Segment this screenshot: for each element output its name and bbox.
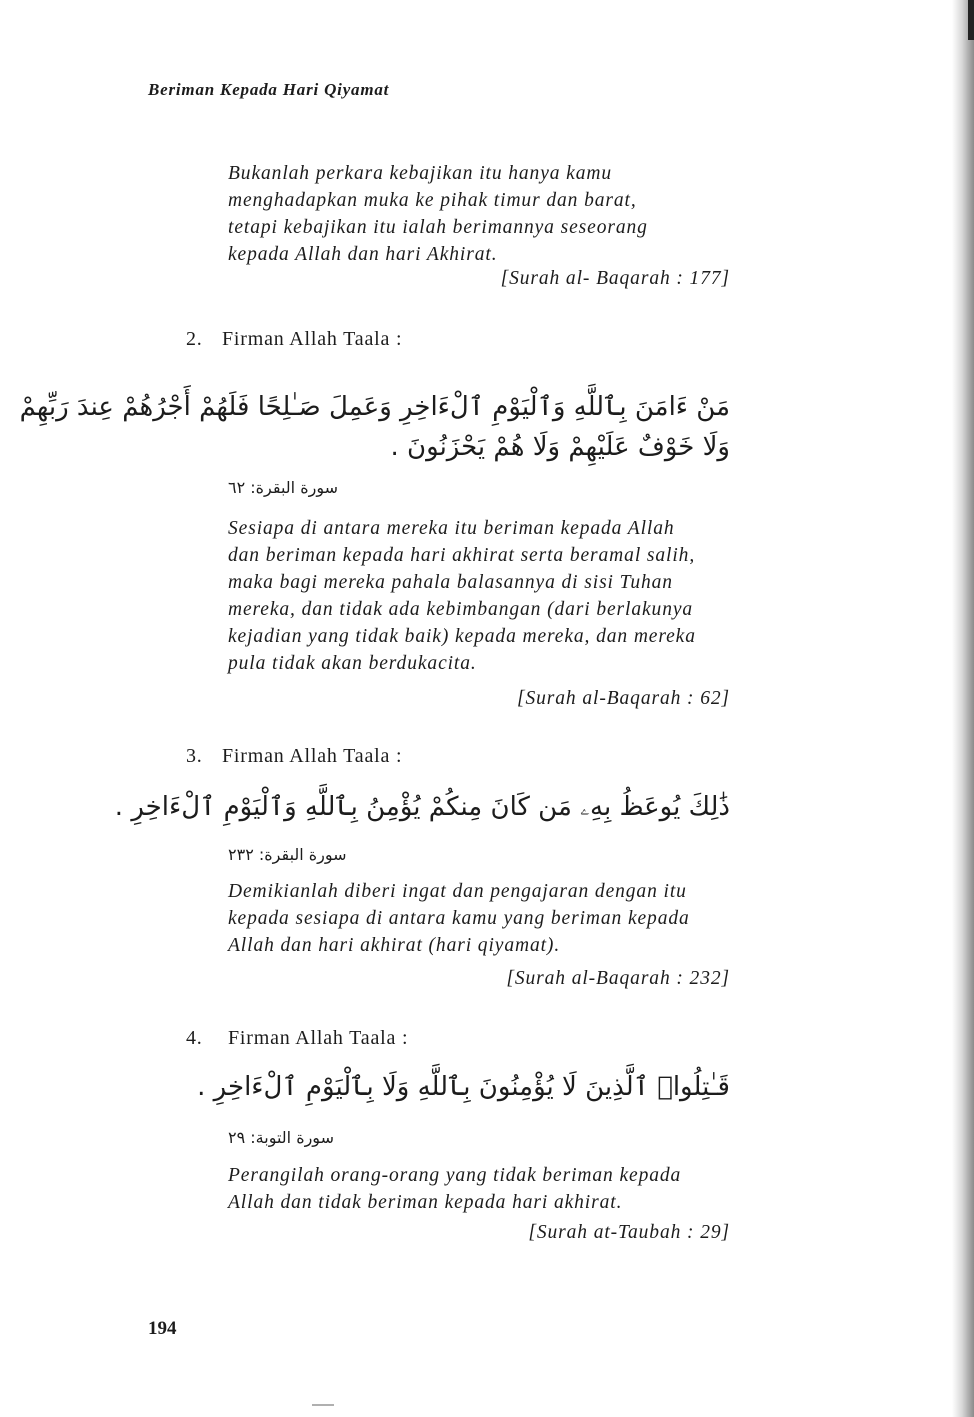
item-2-arabic-line-2: وَلَا خَوْفٌ عَلَيْهِمْ وَلَا هُمْ يَحْزَنُونَ .: [390, 432, 730, 462]
item-3-arabic-reference: سورة البقرة: ٢٣٢: [228, 845, 347, 864]
page-edge-shadow: [952, 0, 974, 1417]
translation-line: kejadian yang tidak baik) kepada mereka, dan mereka: [228, 626, 696, 647]
translation-line: Sesiapa di antara mereka itu beriman kepada Allah: [228, 518, 675, 539]
item-number: 4.: [186, 1027, 203, 1049]
translation-line: mereka, dan tidak ada kebimbangan (dari berlakunya: [228, 599, 694, 620]
scan-smudge: [312, 1404, 334, 1406]
item-2-arabic-line-1: مَنْ ءَامَنَ بِٱللَّهِ وَٱلْيَوْمِ ٱلْءَاخِرِ وَعَمِلَ صَـٰلِحًا فَلَهُمْ أَجْرُهُمْ عِندَ رَبِّهِمْ: [19, 392, 730, 422]
translation-line: pula tidak akan berdukacita.: [228, 653, 477, 674]
item-2-reference: [Surah al-Baqarah : 62]: [517, 688, 730, 709]
item-4-translation: [228, 1162, 730, 1216]
item-3-reference: [Surah al-Baqarah : 232]: [506, 968, 730, 989]
item-4-arabic-line-1: قَـٰتِلُوا۟ ٱلَّذِينَ لَا يُؤْمِنُونَ بِٱللَّهِ وَلَا بِٱلْيَوْمِ ٱلْءَاخِرِ .: [197, 1072, 730, 1102]
intro-line: kepada Allah dan hari Akhirat.: [228, 244, 498, 265]
item-4-reference: [Surah at-Taubah : 29]: [528, 1222, 730, 1243]
translation-line: Allah dan hari akhirat (hari qiyamat).: [228, 935, 561, 956]
intro-reference: [Surah al- Baqarah : 177]: [500, 268, 730, 289]
item-4-arabic-reference: سورة التوبة: ٢٩: [228, 1128, 334, 1147]
item-3-heading: [186, 745, 402, 768]
item-2-heading: [186, 328, 402, 351]
running-head: Beriman Kepada Hari Qiyamat: [148, 80, 390, 99]
item-2-translation: [228, 515, 730, 677]
translation-line: kepada sesiapa di antara kamu yang beriman kepada: [228, 908, 690, 929]
translation-line: Allah dan tidak beriman kepada hari akhirat.: [228, 1192, 623, 1213]
item-heading-text: Firman Allah Taala :: [222, 328, 403, 350]
translation-line: dan beriman kepada hari akhirat serta beramal salih,: [228, 545, 696, 566]
translation-line: maka bagi mereka pahala balasannya di sisi Tuhan: [228, 572, 673, 593]
intro-line: menghadapkan muka ke pihak timur dan barat,: [228, 190, 637, 211]
intro-quote: [228, 160, 730, 268]
item-3-translation: [228, 878, 730, 959]
page-number: 194: [148, 1318, 177, 1339]
item-3-arabic-line-1: ذَٰلِكَ يُوعَظُ بِهِۦ مَن كَانَ مِنكُمْ يُؤْمِنُ بِٱللَّهِ وَٱلْيَوْمِ ٱلْءَاخِرِ .: [114, 792, 730, 822]
intro-line: tetapi kebajikan itu ialah berimannya seseorang: [228, 217, 648, 238]
item-heading-text: Firman Allah Taala :: [228, 1027, 409, 1049]
translation-line: Perangilah orang-orang yang tidak beriman kepada: [228, 1165, 682, 1186]
item-number: 2.: [186, 328, 203, 350]
item-2-arabic-reference: سورة البقرة: ٦٢: [228, 478, 338, 497]
item-heading-text: Firman Allah Taala :: [222, 745, 403, 767]
page-edge-mark: [968, 0, 974, 40]
item-number: 3.: [186, 745, 203, 767]
intro-line: Bukanlah perkara kebajikan itu hanya kamu: [228, 163, 613, 184]
translation-line: Demikianlah diberi ingat dan pengajaran dengan itu: [228, 881, 687, 902]
item-4-heading: [186, 1027, 408, 1050]
